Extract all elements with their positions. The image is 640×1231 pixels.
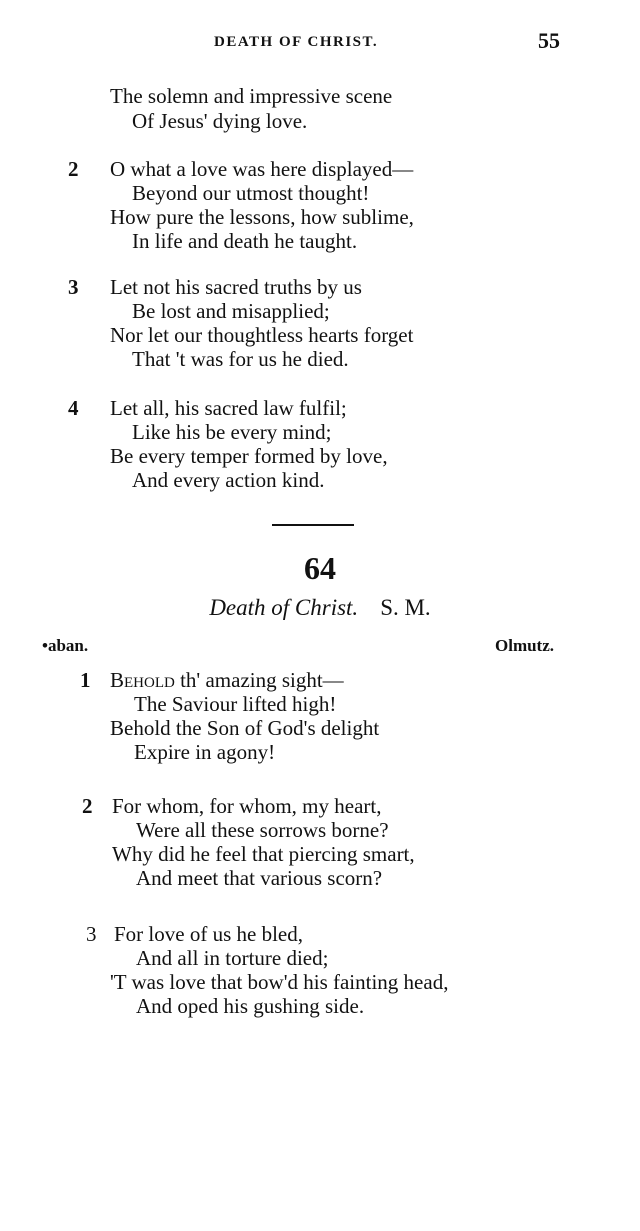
verse-line: The solemn and impressive scene: [110, 84, 393, 108]
verse-line: Let not his sacred truths by us: [110, 275, 362, 299]
verse-line: And every action kind.: [132, 468, 325, 492]
verse-line: That 't was for us he died.: [132, 347, 349, 371]
verse-line: Be every temper formed by love,: [110, 444, 388, 468]
tune-name-right: Olmutz.: [495, 636, 555, 655]
stanza-number: 2: [82, 794, 93, 818]
verse-line: Were all these sorrows borne?: [136, 818, 389, 842]
verse-line: How pure the lessons, how sublime,: [110, 205, 414, 229]
section-divider: [272, 524, 354, 526]
hymn-title: Death of Christ.: [209, 595, 359, 620]
verse-line: The Saviour lifted high!: [134, 692, 337, 716]
verse-line: Why did he feel that piercing smart,: [112, 842, 415, 866]
verse-line: [110, 668, 344, 692]
hymn-meter: S. M.: [380, 595, 431, 620]
running-head: DEATH OF CHRIST.: [214, 34, 379, 50]
verse-line: Nor let our thoughtless hearts forget: [110, 323, 414, 347]
hymn-heading: [0, 595, 640, 621]
hymn-number: 64: [304, 550, 336, 586]
verse-line-rest: th' amazing sight—: [180, 668, 344, 692]
verse-line: And all in torture died;: [136, 946, 329, 970]
stanza-number: 3: [68, 275, 79, 299]
page-number: 55: [538, 28, 560, 53]
verse-line: For whom, for whom, my heart,: [112, 794, 382, 818]
verse-line: Be lost and misapplied;: [132, 299, 330, 323]
verse-line: Beyond our utmost thought!: [132, 181, 370, 205]
tune-name-left: •aban.: [42, 636, 89, 655]
verse-line: O what a love was here displayed—: [110, 157, 414, 181]
stanza-number: 4: [68, 396, 79, 420]
stanza-number: 3: [86, 922, 97, 946]
first-word: Behold: [110, 668, 175, 692]
verse-line: Expire in agony!: [134, 740, 276, 764]
verse-line: Like his be every mind;: [132, 420, 332, 444]
verse-line: In life and death he taught.: [132, 229, 358, 253]
stanza-number: 1: [80, 668, 91, 692]
verse-line: 'T was love that bow'd his fainting head,: [110, 970, 449, 994]
verse-line: Behold the Son of God's delight: [110, 716, 380, 740]
verse-line: And meet that various scorn?: [136, 866, 383, 890]
verse-line: For love of us he bled,: [114, 922, 303, 946]
verse-line: Of Jesus' dying love.: [132, 109, 308, 133]
verse-line: And oped his gushing side.: [136, 994, 365, 1018]
verse-line: Let all, his sacred law fulfil;: [110, 396, 347, 420]
stanza-number: 2: [68, 157, 79, 181]
